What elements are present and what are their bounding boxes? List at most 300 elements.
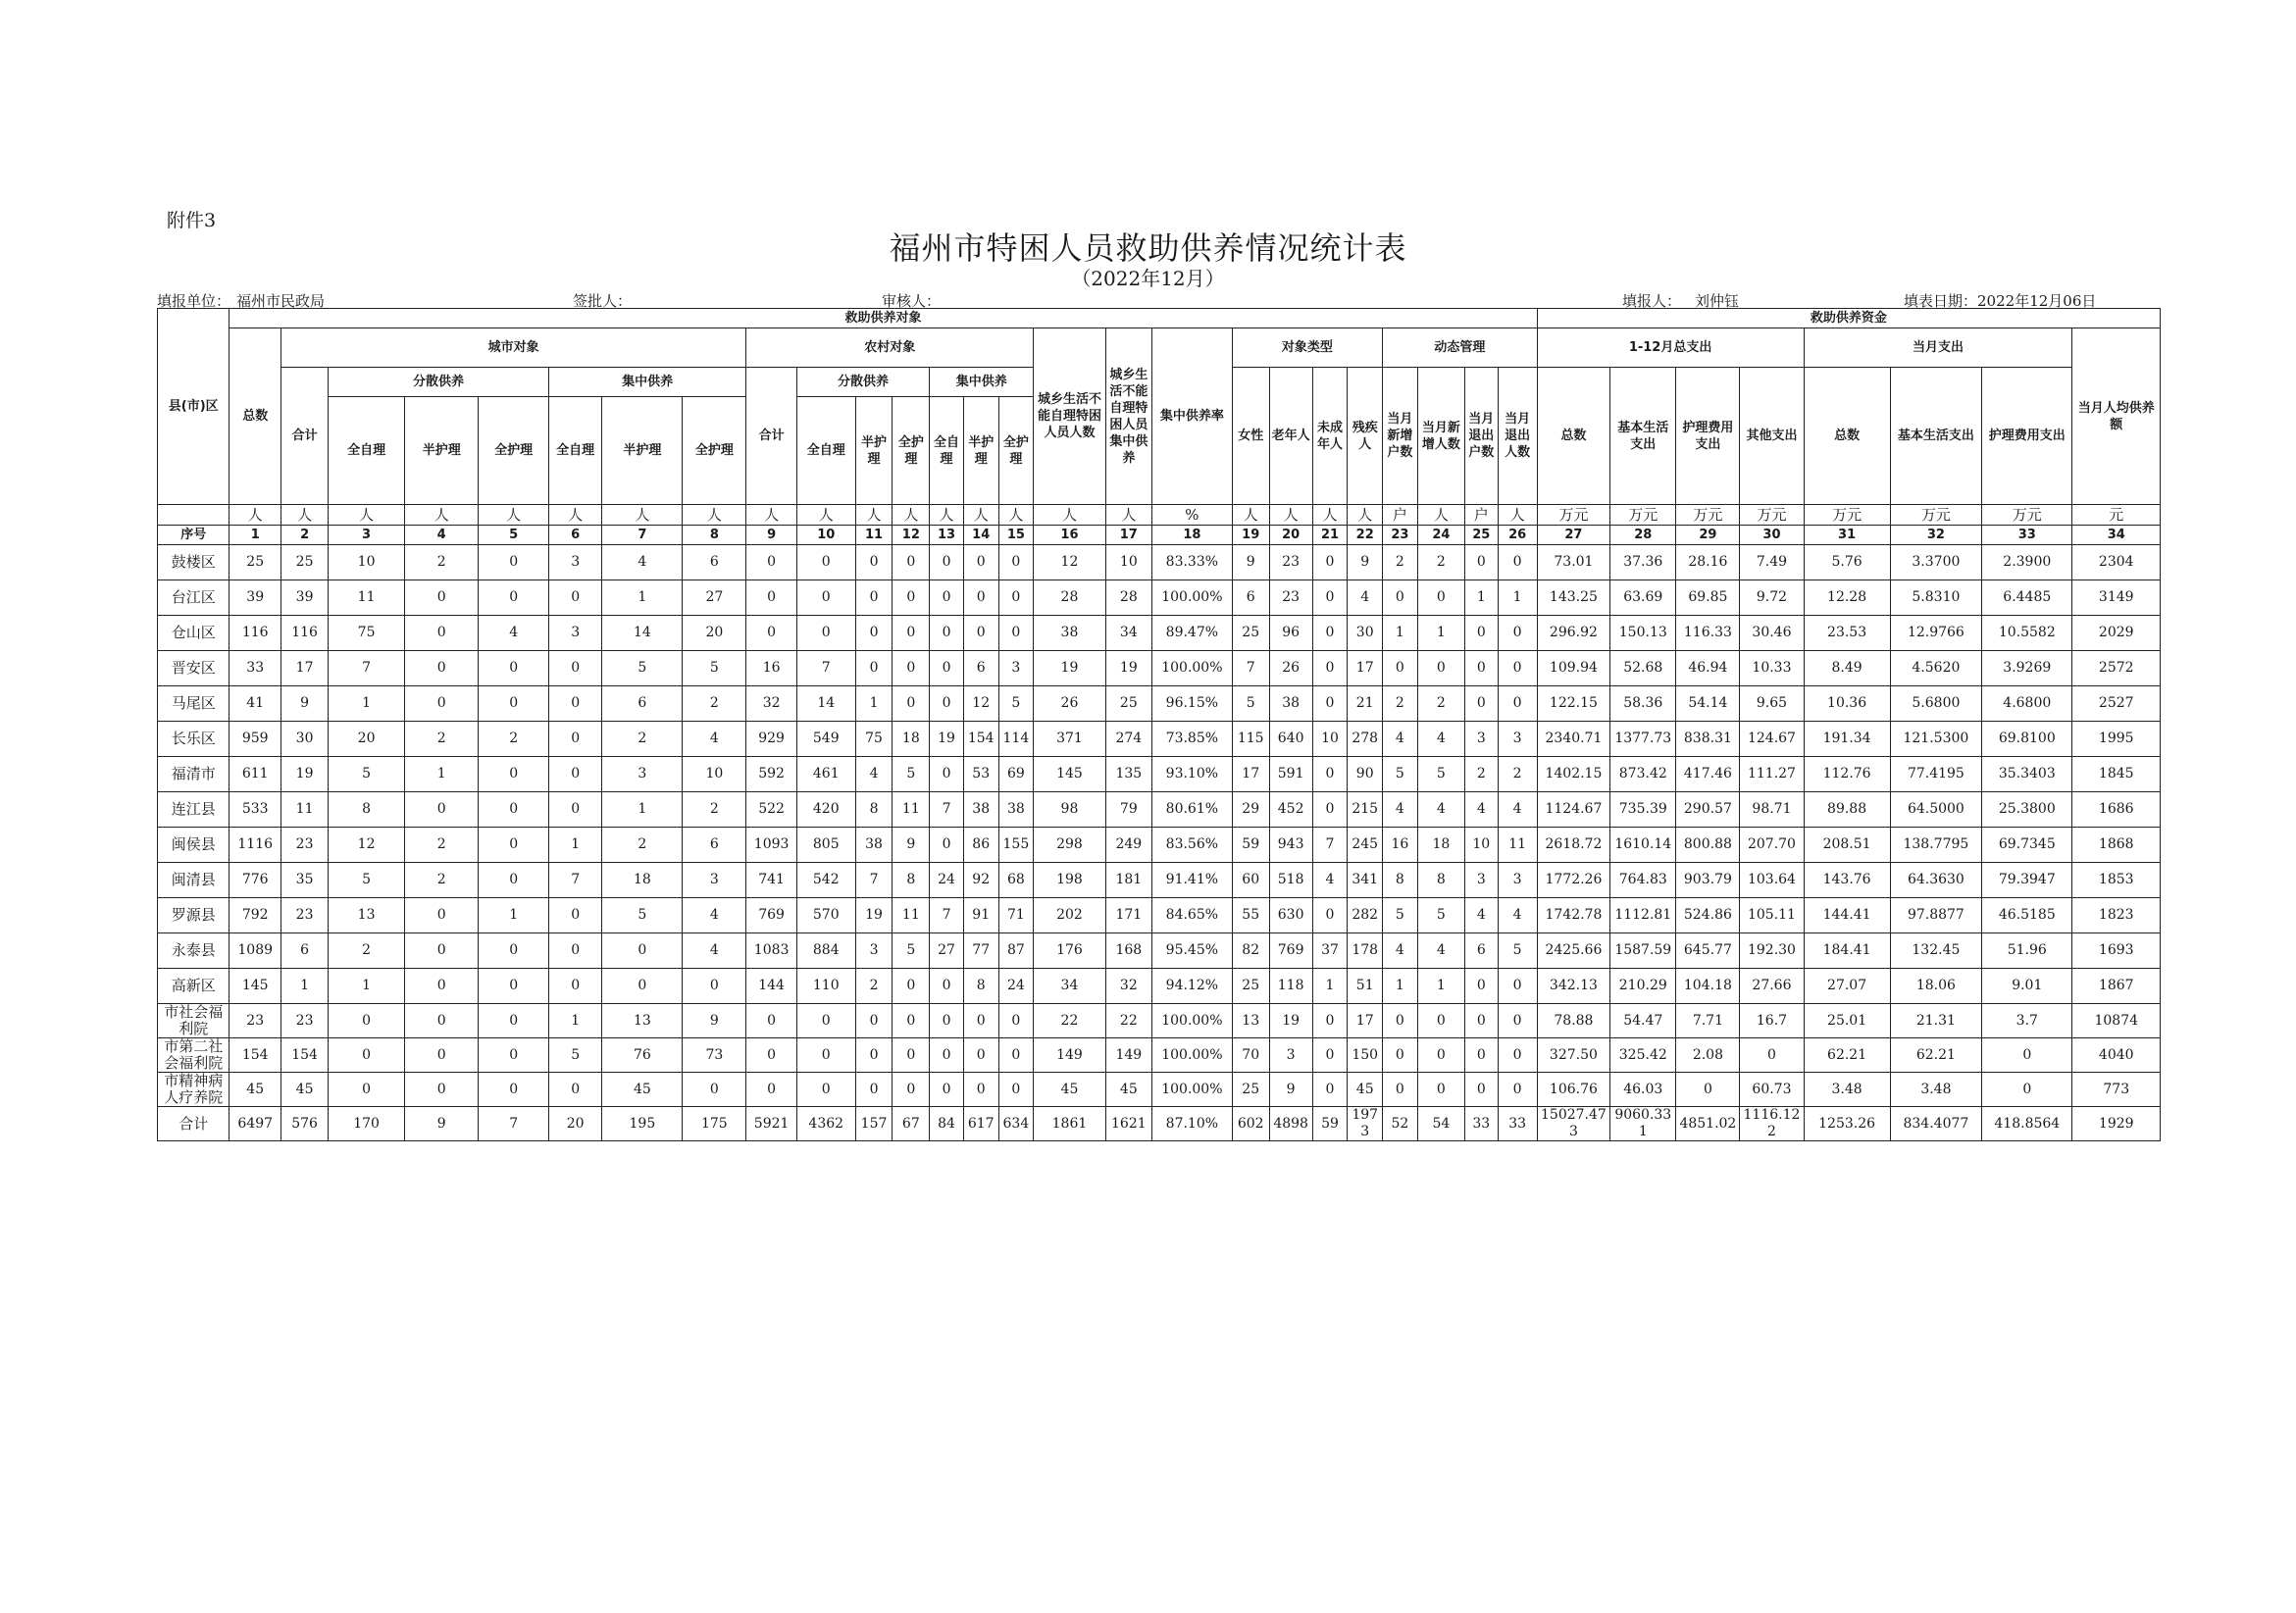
value-cell: 11 xyxy=(329,580,405,616)
value-cell: 0 xyxy=(930,969,964,1004)
value-cell: 170 xyxy=(329,1107,405,1141)
urban-concentrated-header: 集中供养 xyxy=(548,368,746,397)
value-cell: 13 xyxy=(602,1004,683,1038)
value-cell: 110 xyxy=(796,969,855,1004)
value-cell: 76 xyxy=(602,1038,683,1073)
value-cell: 100.00% xyxy=(1151,1038,1232,1073)
value-cell: 18 xyxy=(602,863,683,898)
column-number-cell: 14 xyxy=(963,526,998,545)
value-cell: 105.11 xyxy=(1740,898,1804,933)
table-row xyxy=(158,1004,2161,1038)
value-cell: 0 xyxy=(1498,651,1537,686)
value-cell: 27 xyxy=(683,580,746,616)
column-number-cell: 13 xyxy=(930,526,964,545)
value-cell: 30 xyxy=(281,722,328,757)
annual-care-header: 护理费用支出 xyxy=(1676,368,1740,505)
column-number-cell: 1 xyxy=(230,526,281,545)
value-cell: 54 xyxy=(1417,1107,1464,1141)
value-cell: 60.73 xyxy=(1740,1073,1804,1107)
value-cell: 13 xyxy=(1232,1004,1269,1038)
value-cell: 735.39 xyxy=(1610,792,1676,828)
value-cell: 7 xyxy=(548,863,602,898)
value-cell: 0 xyxy=(1312,1073,1348,1107)
value-cell: 175 xyxy=(683,1107,746,1141)
value-cell: 145 xyxy=(1034,757,1105,792)
value-cell: 0 xyxy=(1383,651,1418,686)
value-cell: 83.56% xyxy=(1151,828,1232,863)
value-cell: 0 xyxy=(930,1073,964,1107)
value-cell: 274 xyxy=(1105,722,1151,757)
value-cell: 54.14 xyxy=(1676,686,1740,722)
unit-cell: 人 xyxy=(1312,505,1348,526)
value-cell: 16 xyxy=(1383,828,1418,863)
value-cell: 69.7345 xyxy=(1982,828,2072,863)
value-cell: 0 xyxy=(404,1073,479,1107)
value-cell: 0 xyxy=(1465,1004,1499,1038)
value-cell: 8.49 xyxy=(1804,651,1890,686)
value-cell: 51 xyxy=(1348,969,1383,1004)
value-cell: 7 xyxy=(479,1107,548,1141)
rural-conc-semi-header: 半护理 xyxy=(963,397,998,505)
value-cell: 0 xyxy=(1383,1038,1418,1073)
unit-cell: 人 xyxy=(548,505,602,526)
value-cell: 0 xyxy=(930,545,964,580)
value-cell: 0 xyxy=(963,1038,998,1073)
value-cell: 1 xyxy=(281,969,328,1004)
value-cell: 0 xyxy=(479,545,548,580)
value-cell: 27 xyxy=(930,933,964,969)
value-cell: 149 xyxy=(1105,1038,1151,1073)
fill-date-label: 填表日期： xyxy=(1904,292,1978,310)
value-cell: 116.33 xyxy=(1676,616,1740,651)
value-cell: 0 xyxy=(1312,580,1348,616)
value-cell: 0 xyxy=(548,792,602,828)
value-cell: 9.65 xyxy=(1740,686,1804,722)
value-cell: 0 xyxy=(404,898,479,933)
table-row xyxy=(158,580,2161,616)
value-cell: 6 xyxy=(963,651,998,686)
value-cell: 68 xyxy=(998,863,1034,898)
value-cell: 28 xyxy=(1034,580,1105,616)
unit-cell: 人 xyxy=(404,505,479,526)
value-cell: 0 xyxy=(548,1073,602,1107)
value-cell: 0 xyxy=(1498,969,1537,1004)
value-cell: 0 xyxy=(998,1073,1034,1107)
value-cell: 33 xyxy=(1465,1107,1499,1141)
value-cell: 93.10% xyxy=(1151,757,1232,792)
value-cell: 78.88 xyxy=(1537,1004,1610,1038)
value-cell: 2 xyxy=(479,722,548,757)
value-cell: 0 xyxy=(998,1004,1034,1038)
value-cell: 71 xyxy=(998,898,1034,933)
column-number-cell: 10 xyxy=(796,526,855,545)
county-name-cell: 鼓楼区 xyxy=(158,545,230,580)
value-cell: 121.5300 xyxy=(1890,722,1981,757)
value-cell: 12 xyxy=(329,828,405,863)
value-cell: 112.76 xyxy=(1804,757,1890,792)
value-cell: 114 xyxy=(998,722,1034,757)
value-cell: 1610.14 xyxy=(1610,828,1676,863)
value-cell: 524.86 xyxy=(1676,898,1740,933)
value-cell: 5 xyxy=(998,686,1034,722)
unit-row xyxy=(158,505,2161,526)
reporting-unit-value: 福州市民政局 xyxy=(236,292,326,310)
value-cell: 4 xyxy=(1383,722,1418,757)
value-cell: 1112.81 xyxy=(1610,898,1676,933)
value-cell: 9060.331 xyxy=(1610,1107,1676,1141)
value-cell: 2 xyxy=(1383,545,1418,580)
reporting-unit-label: 填报单位： xyxy=(157,292,231,310)
value-cell: 106.76 xyxy=(1537,1073,1610,1107)
value-cell: 5 xyxy=(329,757,405,792)
value-cell: 26 xyxy=(1269,651,1312,686)
value-cell: 0 xyxy=(548,580,602,616)
value-cell: 6497 xyxy=(230,1107,281,1141)
value-cell: 122.15 xyxy=(1537,686,1610,722)
value-cell: 2.3900 xyxy=(1982,545,2072,580)
value-cell: 4 xyxy=(1465,898,1499,933)
value-cell: 38 xyxy=(1269,686,1312,722)
disabled-header: 残疾人 xyxy=(1348,368,1383,505)
unit-cell: % xyxy=(1151,505,1232,526)
value-cell: 0 xyxy=(1312,792,1348,828)
value-cell: 9 xyxy=(404,1107,479,1141)
value-cell: 25 xyxy=(1232,1073,1269,1107)
value-cell: 0 xyxy=(548,933,602,969)
value-cell: 1861 xyxy=(1034,1107,1105,1141)
value-cell: 11 xyxy=(893,792,930,828)
value-cell: 90 xyxy=(1348,757,1383,792)
unit-cell: 人 xyxy=(230,505,281,526)
value-cell: 959 xyxy=(230,722,281,757)
value-cell: 39 xyxy=(230,580,281,616)
value-cell: 97.8877 xyxy=(1890,898,1981,933)
value-cell: 0 xyxy=(404,1004,479,1038)
column-number-cell: 4 xyxy=(404,526,479,545)
county-name-cell: 高新区 xyxy=(158,969,230,1004)
value-cell: 0 xyxy=(893,1073,930,1107)
value-cell: 2425.66 xyxy=(1537,933,1610,969)
table-body xyxy=(158,545,2161,1141)
value-cell: 0 xyxy=(930,828,964,863)
value-cell: 3.48 xyxy=(1890,1073,1981,1107)
table-row xyxy=(158,616,2161,651)
serial-header: 序号 xyxy=(158,526,230,545)
value-cell: 45 xyxy=(602,1073,683,1107)
total-header: 总数 xyxy=(230,328,281,505)
filler-label: 填报人： xyxy=(1622,292,1682,310)
column-number-cell: 32 xyxy=(1890,526,1981,545)
urban-conc-self-header: 全自理 xyxy=(548,397,602,505)
county-name-cell: 福清市 xyxy=(158,757,230,792)
column-number-cell: 7 xyxy=(602,526,683,545)
county-name-cell: 长乐区 xyxy=(158,722,230,757)
value-cell: 89.47% xyxy=(1151,616,1232,651)
value-cell: 4.5620 xyxy=(1890,651,1981,686)
value-cell: 0 xyxy=(893,969,930,1004)
value-cell: 0 xyxy=(329,1038,405,1073)
value-cell: 3.3700 xyxy=(1890,545,1981,580)
value-cell: 0 xyxy=(893,1038,930,1073)
value-cell: 7.71 xyxy=(1676,1004,1740,1038)
column-number-row xyxy=(158,526,2161,545)
value-cell: 2 xyxy=(1465,757,1499,792)
value-cell: 4 xyxy=(1312,863,1348,898)
value-cell: 143.25 xyxy=(1537,580,1610,616)
value-cell: 0 xyxy=(855,651,893,686)
value-cell: 7 xyxy=(1312,828,1348,863)
value-cell: 0 xyxy=(1465,686,1499,722)
value-cell: 53 xyxy=(963,757,998,792)
value-cell: 5.76 xyxy=(1804,545,1890,580)
value-cell: 10 xyxy=(1465,828,1499,863)
value-cell: 2572 xyxy=(2072,651,2161,686)
value-cell: 9 xyxy=(281,686,328,722)
value-cell: 10 xyxy=(1105,545,1151,580)
urban-dispersed-self-header: 全自理 xyxy=(329,397,405,505)
value-cell: 1093 xyxy=(746,828,796,863)
value-cell: 1253.26 xyxy=(1804,1107,1890,1141)
county-name-cell: 永泰县 xyxy=(158,933,230,969)
value-cell: 92 xyxy=(963,863,998,898)
value-cell: 0 xyxy=(930,651,964,686)
value-cell: 5 xyxy=(602,651,683,686)
value-cell: 0 xyxy=(1465,651,1499,686)
value-cell: 0 xyxy=(479,792,548,828)
value-cell: 0 xyxy=(796,580,855,616)
value-cell: 103.64 xyxy=(1740,863,1804,898)
statistics-table xyxy=(157,308,2161,1141)
value-cell: 5.6800 xyxy=(1890,686,1981,722)
county-name-cell: 合计 xyxy=(158,1107,230,1141)
value-cell: 132.45 xyxy=(1890,933,1981,969)
value-cell: 0 xyxy=(963,1073,998,1107)
value-cell: 943 xyxy=(1269,828,1312,863)
value-cell: 2 xyxy=(683,686,746,722)
value-cell: 630 xyxy=(1269,898,1312,933)
value-cell: 87.10% xyxy=(1151,1107,1232,1141)
value-cell: 41 xyxy=(230,686,281,722)
value-cell: 282 xyxy=(1348,898,1383,933)
value-cell: 645.77 xyxy=(1676,933,1740,969)
value-cell: 1116 xyxy=(230,828,281,863)
value-cell: 208.51 xyxy=(1804,828,1890,863)
value-cell: 1116.122 xyxy=(1740,1107,1804,1141)
value-cell: 3.7 xyxy=(1982,1004,2072,1038)
value-cell: 2 xyxy=(602,722,683,757)
value-cell: 6 xyxy=(683,828,746,863)
value-cell: 2 xyxy=(329,933,405,969)
value-cell: 73.85% xyxy=(1151,722,1232,757)
value-cell: 23.53 xyxy=(1804,616,1890,651)
value-cell: 73 xyxy=(683,1038,746,1073)
value-cell: 35.3403 xyxy=(1982,757,2072,792)
value-cell: 2 xyxy=(1417,545,1464,580)
value-cell: 2 xyxy=(404,722,479,757)
value-cell: 0 xyxy=(548,651,602,686)
conc-rate-header: 集中供养率 xyxy=(1151,328,1232,505)
value-cell: 144 xyxy=(746,969,796,1004)
cannot-care-header: 城乡生活不能自理特困人员人数 xyxy=(1034,328,1105,505)
county-name-cell: 晋安区 xyxy=(158,651,230,686)
value-cell: 207.70 xyxy=(1740,828,1804,863)
value-cell: 0 xyxy=(893,616,930,651)
value-cell: 0 xyxy=(746,1004,796,1038)
value-cell: 150.13 xyxy=(1610,616,1676,651)
value-cell: 1 xyxy=(1465,580,1499,616)
value-cell: 1 xyxy=(548,828,602,863)
county-name-cell: 罗源县 xyxy=(158,898,230,933)
value-cell: 0 xyxy=(1312,1004,1348,1038)
unit-cell: 人 xyxy=(930,505,964,526)
value-cell: 0 xyxy=(602,933,683,969)
value-cell: 0 xyxy=(1982,1073,2072,1107)
total-row xyxy=(158,1107,2161,1141)
column-number-cell: 24 xyxy=(1417,526,1464,545)
value-cell: 0 xyxy=(404,1038,479,1073)
value-cell: 60 xyxy=(1232,863,1269,898)
value-cell: 6 xyxy=(602,686,683,722)
county-name-cell: 闽侯县 xyxy=(158,828,230,863)
unit-cell: 万元 xyxy=(1610,505,1676,526)
column-number-cell: 19 xyxy=(1232,526,1269,545)
value-cell: 3 xyxy=(548,616,602,651)
value-cell: 1083 xyxy=(746,933,796,969)
rural-header: 农村对象 xyxy=(746,328,1034,368)
unit-cell: 人 xyxy=(963,505,998,526)
value-cell: 5 xyxy=(1417,757,1464,792)
value-cell: 5 xyxy=(1383,898,1418,933)
county-name-cell: 闽清县 xyxy=(158,863,230,898)
value-cell: 0 xyxy=(1498,1038,1537,1073)
value-cell: 12.28 xyxy=(1804,580,1890,616)
column-number-cell: 8 xyxy=(683,526,746,545)
value-cell: 4 xyxy=(1465,792,1499,828)
value-cell: 773 xyxy=(2072,1073,2161,1107)
value-cell: 0 xyxy=(1676,1073,1740,1107)
value-cell: 591 xyxy=(1269,757,1312,792)
value-cell: 23 xyxy=(230,1004,281,1038)
value-cell: 0 xyxy=(998,1038,1034,1073)
new-households-header: 当月新增户数 xyxy=(1383,368,1418,505)
table-row xyxy=(158,933,2161,969)
value-cell: 0 xyxy=(998,580,1034,616)
value-cell: 5 xyxy=(329,863,405,898)
value-cell: 191.34 xyxy=(1804,722,1890,757)
annual-basic-header: 基本生活支出 xyxy=(1610,368,1676,505)
column-number-cell: 30 xyxy=(1740,526,1804,545)
column-number-cell: 15 xyxy=(998,526,1034,545)
value-cell: 1845 xyxy=(2072,757,2161,792)
value-cell: 5 xyxy=(1383,757,1418,792)
value-cell: 69 xyxy=(998,757,1034,792)
value-cell: 59 xyxy=(1232,828,1269,863)
value-cell: 518 xyxy=(1269,863,1312,898)
value-cell: 0 xyxy=(479,828,548,863)
value-cell: 124.67 xyxy=(1740,722,1804,757)
rural-dispersed-header: 分散供养 xyxy=(796,368,929,397)
value-cell: 0 xyxy=(998,616,1034,651)
value-cell: 0 xyxy=(796,1038,855,1073)
table-row xyxy=(158,545,2161,580)
value-cell: 0 xyxy=(479,580,548,616)
value-cell: 7 xyxy=(796,651,855,686)
value-cell: 25 xyxy=(1232,616,1269,651)
value-cell: 0 xyxy=(796,1073,855,1107)
value-cell: 792 xyxy=(230,898,281,933)
female-header: 女性 xyxy=(1232,368,1269,505)
value-cell: 77.4195 xyxy=(1890,757,1981,792)
value-cell: 8 xyxy=(1383,863,1418,898)
value-cell: 8 xyxy=(893,863,930,898)
value-cell: 2 xyxy=(1498,757,1537,792)
county-name-cell: 市社会福利院 xyxy=(158,1004,230,1038)
per-capita-header: 当月人均供养额 xyxy=(2072,328,2161,505)
value-cell: 0 xyxy=(1498,545,1537,580)
value-cell: 2 xyxy=(1417,686,1464,722)
value-cell: 3 xyxy=(855,933,893,969)
value-cell: 52 xyxy=(1383,1107,1418,1141)
value-cell: 611 xyxy=(230,757,281,792)
value-cell: 25 xyxy=(1232,969,1269,1004)
value-cell: 45 xyxy=(281,1073,328,1107)
value-cell: 79.3947 xyxy=(1982,863,2072,898)
column-number-cell: 6 xyxy=(548,526,602,545)
value-cell: 0 xyxy=(796,545,855,580)
value-cell: 34 xyxy=(1034,969,1105,1004)
value-cell: 34 xyxy=(1105,616,1151,651)
value-cell: 10 xyxy=(1312,722,1348,757)
table-row xyxy=(158,828,2161,863)
rural-subtotal-header: 合计 xyxy=(746,368,796,505)
value-cell: 0 xyxy=(479,863,548,898)
table-row xyxy=(158,863,2161,898)
value-cell: 19 xyxy=(855,898,893,933)
column-number-cell: 11 xyxy=(855,526,893,545)
value-cell: 0 xyxy=(548,898,602,933)
value-cell: 80.61% xyxy=(1151,792,1232,828)
column-number-cell: 16 xyxy=(1034,526,1105,545)
value-cell: 0 xyxy=(479,1004,548,1038)
value-cell: 16.7 xyxy=(1740,1004,1804,1038)
value-cell: 75 xyxy=(855,722,893,757)
value-cell: 23 xyxy=(281,1004,328,1038)
value-cell: 19 xyxy=(930,722,964,757)
value-cell: 192.30 xyxy=(1740,933,1804,969)
urban-conc-semi-header: 半护理 xyxy=(602,397,683,505)
value-cell: 4.6800 xyxy=(1982,686,2072,722)
value-cell: 0 xyxy=(1312,898,1348,933)
value-cell: 741 xyxy=(746,863,796,898)
value-cell: 17 xyxy=(1232,757,1269,792)
value-cell: 0 xyxy=(548,686,602,722)
value-cell: 0 xyxy=(963,545,998,580)
value-cell: 1 xyxy=(329,969,405,1004)
value-cell: 33 xyxy=(1498,1107,1537,1141)
value-cell: 2 xyxy=(855,969,893,1004)
value-cell: 215 xyxy=(1348,792,1383,828)
value-cell: 22 xyxy=(1034,1004,1105,1038)
value-cell: 0 xyxy=(930,616,964,651)
value-cell: 4 xyxy=(1417,933,1464,969)
urban-dispersed-semi-header: 半护理 xyxy=(404,397,479,505)
value-cell: 0 xyxy=(1417,1073,1464,1107)
value-cell: 0 xyxy=(404,580,479,616)
value-cell: 55 xyxy=(1232,898,1269,933)
elderly-header: 老年人 xyxy=(1269,368,1312,505)
value-cell: 0 xyxy=(1498,616,1537,651)
value-cell: 1 xyxy=(1383,616,1418,651)
